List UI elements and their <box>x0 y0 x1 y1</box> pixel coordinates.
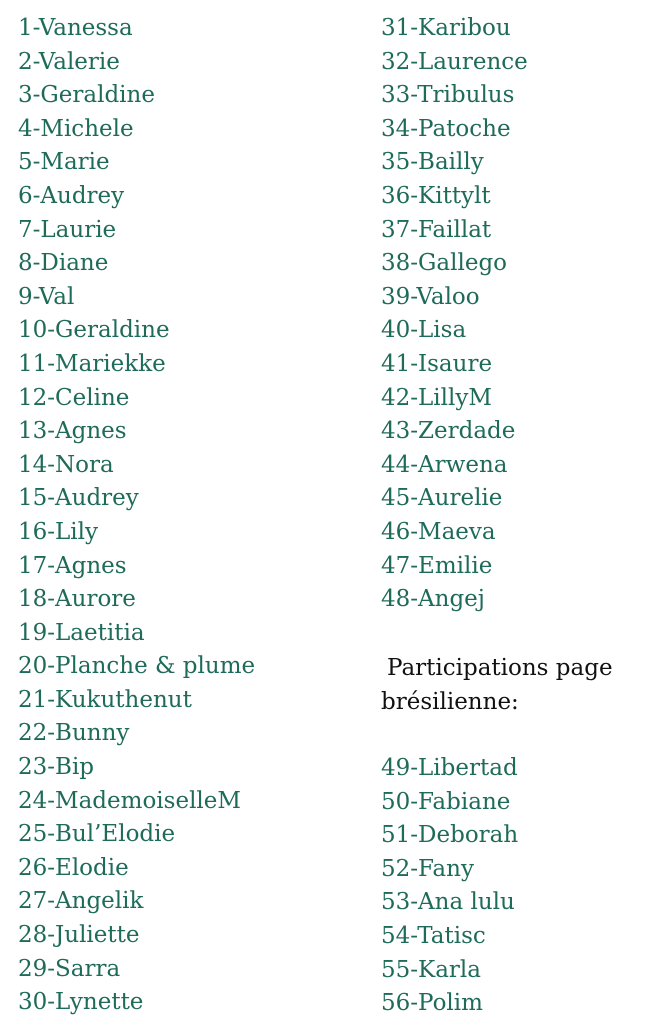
participant-list-right <box>381 12 651 617</box>
participant-entry: 32-Laurence <box>381 48 528 75</box>
participant-entry: 1-Vanessa <box>18 15 133 41</box>
participant-entry: 52-Fany <box>381 855 474 882</box>
participant-entry: 51-Deborah <box>381 822 519 849</box>
participant-entry: 38-Gallego <box>381 250 508 277</box>
participant-entry: 28-Juliette <box>18 922 140 949</box>
participant-entry: 8-Diane <box>18 250 109 277</box>
participant-entry: 39-Valoo <box>381 283 480 310</box>
participant-entry: 20-Planche & plume <box>18 653 256 680</box>
participant-entry: 33-Tribulus <box>381 82 515 109</box>
participant-entry: 4-Michele <box>18 115 134 142</box>
participant-entry: 24-MademoiselleM <box>18 787 241 814</box>
participant-entry: 37-Faillat <box>381 216 492 243</box>
participant-entry: 26-Elodie <box>18 854 129 881</box>
participant-entry: 27-Angelik <box>18 888 144 915</box>
participant-entry: 6-Audrey <box>18 182 125 209</box>
participant-entry: 42-LillyM <box>381 384 492 411</box>
participant-entry: 2-Valerie <box>18 48 120 75</box>
participant-entry: 10-Geraldine <box>18 317 170 344</box>
participant-list-brazil <box>381 752 651 1021</box>
participant-entry: 53-Ana lulu <box>381 889 515 916</box>
participant-entry: 13-Agnes <box>18 418 127 445</box>
participant-entry: 54-Tatisc <box>381 922 486 949</box>
participant-entry: 18-Aurore <box>18 586 136 613</box>
participant-entry: 44-Arwena <box>381 451 508 478</box>
participant-entry: 7-Laurie <box>18 216 117 243</box>
brazil-section-heading <box>381 651 651 719</box>
participant-entry: 12-Celine <box>18 384 130 411</box>
participant-entry: 25-Bul’Elodie <box>18 821 176 848</box>
participant-entry: 23-Bip <box>18 754 95 781</box>
participant-entry: 46-Maeva <box>381 518 496 545</box>
participant-entry: 3-Geraldine <box>18 82 155 109</box>
participant-entry: 19-Laetitia <box>18 619 145 646</box>
participant-entry: 17-Agnes <box>18 552 127 579</box>
participant-entry: 29-Sarra <box>18 955 121 982</box>
participant-entry: 35-Bailly <box>381 149 484 176</box>
participant-entry: 16-Lily <box>18 518 99 545</box>
brazil-section-heading-line-2: brésilienne: <box>381 689 519 715</box>
participant-entry: 15-Audrey <box>18 485 139 512</box>
participant-entry: 48-Angej <box>381 586 485 613</box>
participant-entry: 55-Karla <box>381 956 481 983</box>
participant-entry: 14-Nora <box>18 451 114 478</box>
participant-entry: 21-Kukuthenut <box>18 686 192 713</box>
participant-entry: 36-Kittylt <box>381 182 491 209</box>
participant-entry: 49-Libertad <box>381 755 518 781</box>
participant-entry: 43-Zerdade <box>381 418 516 445</box>
participant-entry: 30-Lynette <box>18 989 144 1016</box>
participant-entry: 9-Val <box>18 283 75 310</box>
participant-entry: 5-Marie <box>18 149 110 176</box>
participant-entry: 41-Isaure <box>381 350 493 377</box>
participant-entry: 50-Fabiane <box>381 788 511 815</box>
brazil-section-heading-line-1: Participations page <box>387 655 613 681</box>
participant-entry: 40-Lisa <box>381 317 467 344</box>
participant-list-left <box>18 12 358 1020</box>
participant-entry: 31-Karibou <box>381 15 511 41</box>
participant-entry: 45-Aurelie <box>381 485 503 512</box>
participant-entry: 34-Patoche <box>381 115 511 142</box>
participant-entry: 22-Bunny <box>18 720 130 747</box>
participant-entry: 11-Mariekke <box>18 350 166 377</box>
participant-entry: 56-Polim <box>381 990 483 1017</box>
participant-entry: 47-Emilie <box>381 552 493 579</box>
